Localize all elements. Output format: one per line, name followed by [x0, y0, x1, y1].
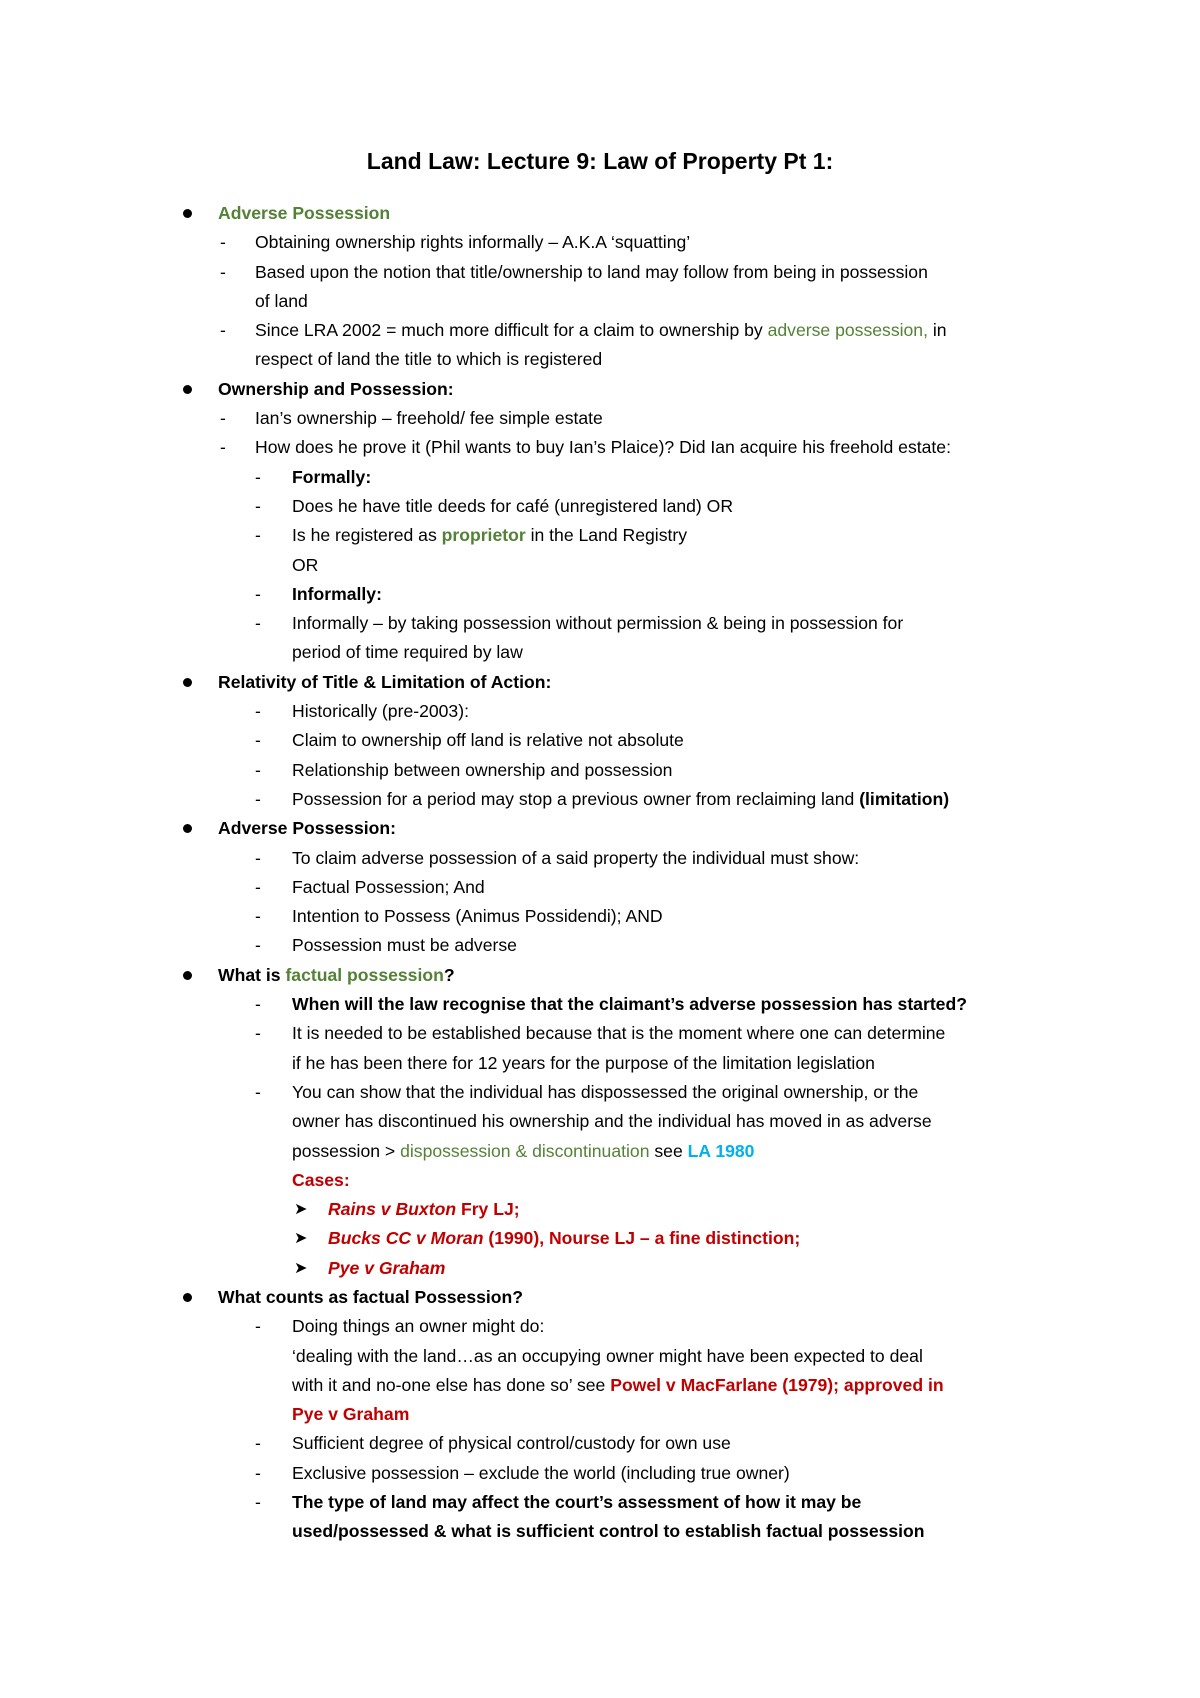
list-item-continuation: period of time required by law: [292, 642, 523, 663]
bullet-icon: [183, 1293, 192, 1302]
dash-icon: -: [255, 759, 261, 780]
case-item: ➤ Rains v Buxton Fry LJ;: [0, 1195, 1200, 1224]
dash-icon: -: [255, 466, 261, 487]
list-item: - Intention to Possess (Animus Possidendi); AND: [0, 902, 1200, 931]
section-heading-factual-possession: What is factual possession?: [0, 961, 1200, 990]
list-item-continuation: if he has been there for 12 years for the purpose of the limitation legislation: [292, 1052, 875, 1073]
dash-icon: -: [220, 408, 226, 429]
list-item: - To claim adverse possession of a said property the individual must show:: [0, 844, 1200, 873]
list-item: - When will the law recognise that the claimant’s adverse possession has started?: [0, 990, 1200, 1019]
case-item: ➤ Pye v Graham: [0, 1254, 1200, 1283]
arrow-bullet-icon: ➤: [294, 1201, 308, 1219]
list-item: - Sufficient degree of physical control/custody for own use: [0, 1429, 1200, 1458]
list-item-continuation: used/possessed & what is sufficient control to establish factual possession: [292, 1521, 925, 1542]
section-heading-adverse-possession-2: Adverse Possession:: [0, 814, 1200, 843]
list-item: - Possession must be adverse: [0, 931, 1200, 960]
bullet-icon: [183, 385, 192, 394]
list-item: - Formally:: [0, 463, 1200, 492]
bullet-icon: [183, 824, 192, 833]
list-item-continuation: of land: [255, 290, 308, 311]
list-item-continuation: respect of land the title to which is registered: [255, 349, 603, 370]
list-item: - You can show that the individual has dispossessed the original ownership, or the: [0, 1078, 1200, 1107]
section-heading-what-counts: What counts as factual Possession?: [0, 1283, 1200, 1312]
dash-icon: -: [255, 701, 261, 722]
list-item: - How does he prove it (Phil wants to buy Ian’s Plaice)? Did Ian acquire his freehold estate:: [0, 433, 1200, 462]
bullet-icon: [183, 678, 192, 687]
section-heading-relativity: Relativity of Title & Limitation of Action:: [0, 668, 1200, 697]
case-item: ➤ Bucks CC v Moran (1990), Nourse LJ – a fine distinction;: [0, 1224, 1200, 1253]
list-item-continuation: with it and no-one else has done so’ see Powel v MacFarlane (1979); approved in: [292, 1374, 944, 1395]
dash-icon: -: [220, 320, 226, 341]
cases-label: Cases:: [292, 1169, 350, 1190]
list-item-continuation: possession > dispossession & discontinuation see LA 1980: [292, 1140, 755, 1161]
section-heading-ownership: Ownership and Possession:: [0, 375, 1200, 404]
dash-icon: -: [220, 232, 226, 253]
dash-icon: -: [255, 788, 261, 809]
dash-icon: -: [255, 1433, 261, 1454]
dash-icon: -: [255, 994, 261, 1015]
dash-icon: -: [255, 847, 261, 868]
list-item: - Does he have title deeds for café (unregistered land) OR: [0, 492, 1200, 521]
section-heading-adverse-possession: Adverse Possession: [0, 199, 1200, 228]
document-body: [0, 199, 1200, 1547]
dash-icon: -: [220, 261, 226, 282]
dash-icon: -: [255, 525, 261, 546]
dash-icon: -: [255, 730, 261, 751]
dash-icon: -: [255, 1492, 261, 1513]
list-item: - Informally – by taking possession without permission & being in possession for: [0, 609, 1200, 638]
list-item: - Claim to ownership off land is relative not absolute: [0, 726, 1200, 755]
list-item: - Factual Possession; And: [0, 873, 1200, 902]
list-item: - Based upon the notion that title/ownership to land may follow from being in possession: [0, 258, 1200, 287]
list-item-continuation: OR: [292, 554, 319, 575]
list-item: - Historically (pre-2003):: [0, 697, 1200, 726]
dash-icon: -: [255, 583, 261, 604]
list-item-continuation: Pye v Graham: [292, 1404, 410, 1425]
list-item: - Relationship between ownership and possession: [0, 756, 1200, 785]
dash-icon: -: [255, 1023, 261, 1044]
dash-icon: -: [255, 876, 261, 897]
list-item: - The type of land may affect the court’s assessment of how it may be: [0, 1488, 1200, 1517]
dash-icon: -: [255, 1316, 261, 1337]
list-item: - Obtaining ownership rights informally – A.K.A ‘squatting’: [0, 228, 1200, 257]
dash-icon: -: [220, 437, 226, 458]
list-item: - Informally:: [0, 580, 1200, 609]
arrow-bullet-icon: ➤: [294, 1259, 308, 1277]
list-item: - Since LRA 2002 = much more difficult for a claim to ownership by adverse possession, in: [0, 316, 1200, 345]
list-item: - Is he registered as proprietor in the Land Registry: [0, 521, 1200, 550]
list-item: - Ian’s ownership – freehold/ fee simple estate: [0, 404, 1200, 433]
dash-icon: -: [255, 1081, 261, 1102]
dash-icon: -: [255, 1462, 261, 1483]
dash-icon: -: [255, 906, 261, 927]
dash-icon: -: [255, 935, 261, 956]
page-title: Land Law: Lecture 9: Law of Property Pt 1:: [366, 148, 834, 174]
bullet-icon: [183, 209, 192, 218]
list-item-continuation: ‘dealing with the land…as an occupying owner might have been expected to deal: [292, 1345, 923, 1366]
list-item: - It is needed to be established because that is the moment where one can determine: [0, 1019, 1200, 1048]
dash-icon: -: [255, 613, 261, 634]
list-item: - Doing things an owner might do:: [0, 1312, 1200, 1341]
list-item-continuation: owner has discontinued his ownership and the individual has moved in as adverse: [292, 1111, 932, 1132]
arrow-bullet-icon: ➤: [294, 1230, 308, 1248]
dash-icon: -: [255, 495, 261, 516]
list-item: - Exclusive possession – exclude the world (including true owner): [0, 1459, 1200, 1488]
list-item: - Possession for a period may stop a previous owner from reclaiming land (limitation): [0, 785, 1200, 814]
bullet-icon: [183, 971, 192, 980]
